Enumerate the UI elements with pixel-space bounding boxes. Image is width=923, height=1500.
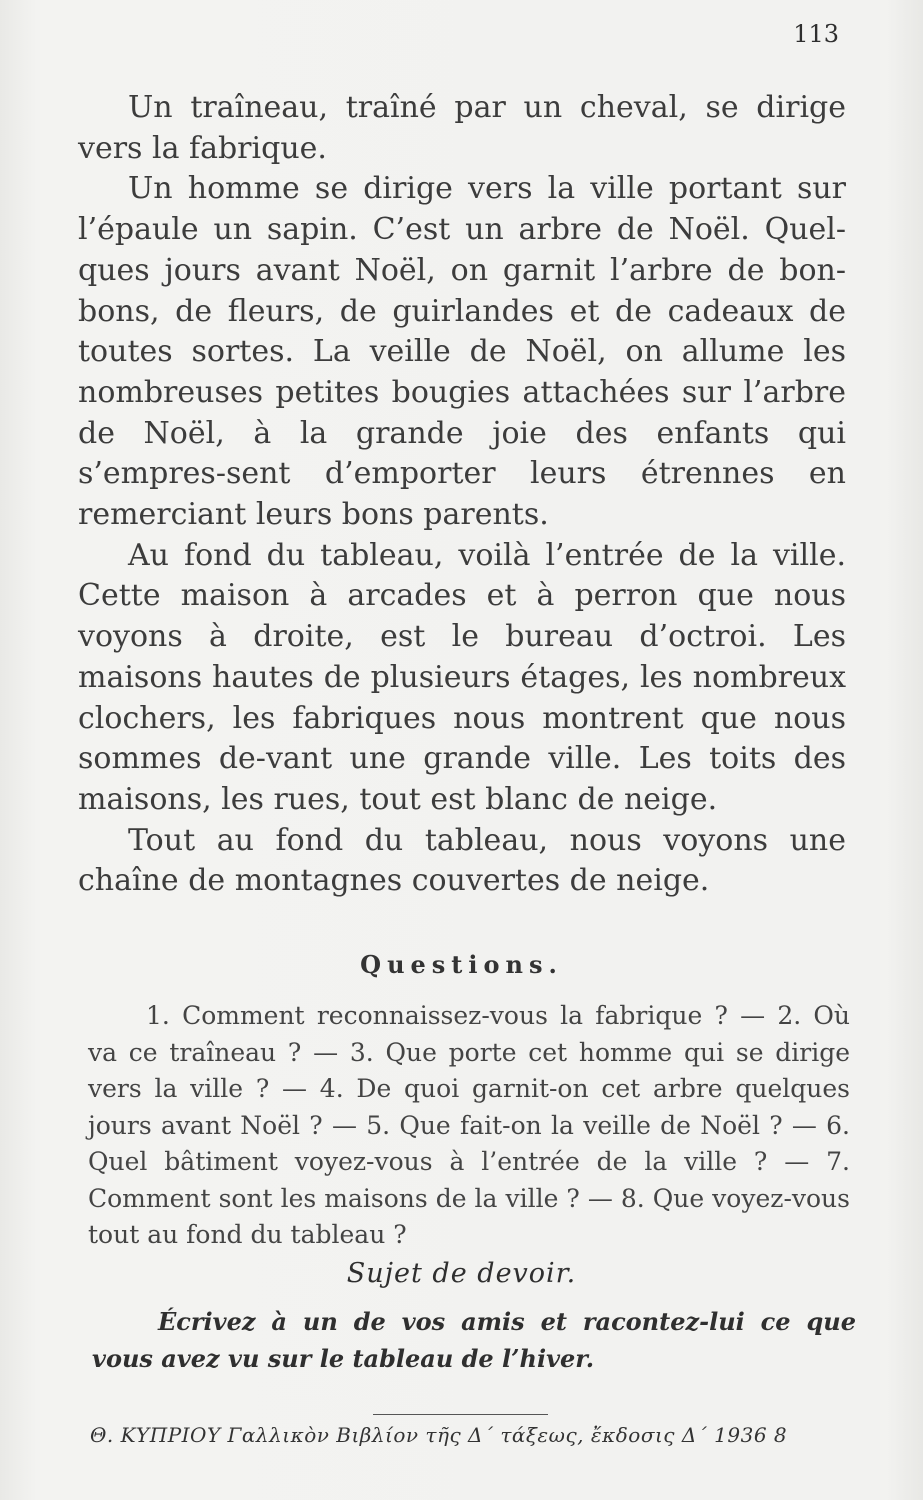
assignment-text: Écrivez à un de vos amis et racontez-lui ce que vous avez vu sur le tableau de l’hiver. (92, 1307, 856, 1373)
body-text (78, 88, 846, 902)
questions-list: 1. Comment reconnaissez-vous la fabrique ? — 2. Où va ce traîneau ? — 3. Que porte cet homme qui se dirige vers la ville ? — 4. De quoi garnit-on cet arbre quelques jours avant Noël ? — 5. Que fait-on la veille de Noël ? — 6. Quel bâtiment voyez-vous à l’entrée de la ville ? — 7. Comment sont les maisons de la ville ? — 8. Que voyez-vous tout au fond du tableau ? (88, 1001, 850, 1249)
paragraph: Un traîneau, traîné par un cheval, se dirige vers la fabrique. (78, 90, 846, 166)
footer-signature: Θ. ΚΥΠΡΙΟΥ Γαλλικὸν Βιβλίον τῆς Δ´ τάξεως, ἔκδοσις Δ´ 1936 8 (90, 1423, 788, 1447)
questions-heading: Questions. (360, 950, 563, 979)
footer-divider (373, 1414, 548, 1415)
paragraph: Au fond du tableau, voilà l’entrée de la ville. Cette maison à arcades et à perron que nous voyons à droite, est le bureau d’octroi. Les maisons hautes de plusieurs étages, les nombreux clochers, les fabriques nous montrent que nous sommes de-vant une grande ville. Les toits des maisons, les rues, tout est blanc de neige. (78, 537, 846, 817)
paragraph: Tout au fond du tableau, nous voyons une chaîne de montagnes couvertes de neige. (78, 822, 846, 899)
assignment-heading: Sujet de devoir. (346, 1258, 577, 1289)
page-number: 113 (793, 20, 839, 48)
paragraph: Un homme se dirige vers la ville portant sur l’épaule un sapin. C’est un arbre de Noël. Quel-ques jours avant Noël, on garnit l’arbre de bon-bons, de fleurs, de guirlandes et de cadeaux de toutes sortes. La veille de Noël, on allume les nombreuses petites bougies attachées sur l’arbre de Noël, à la grande joie des enfants qui s’empres-sent d’emporter leurs étrennes en remerciant leurs bons parents. (78, 171, 846, 533)
